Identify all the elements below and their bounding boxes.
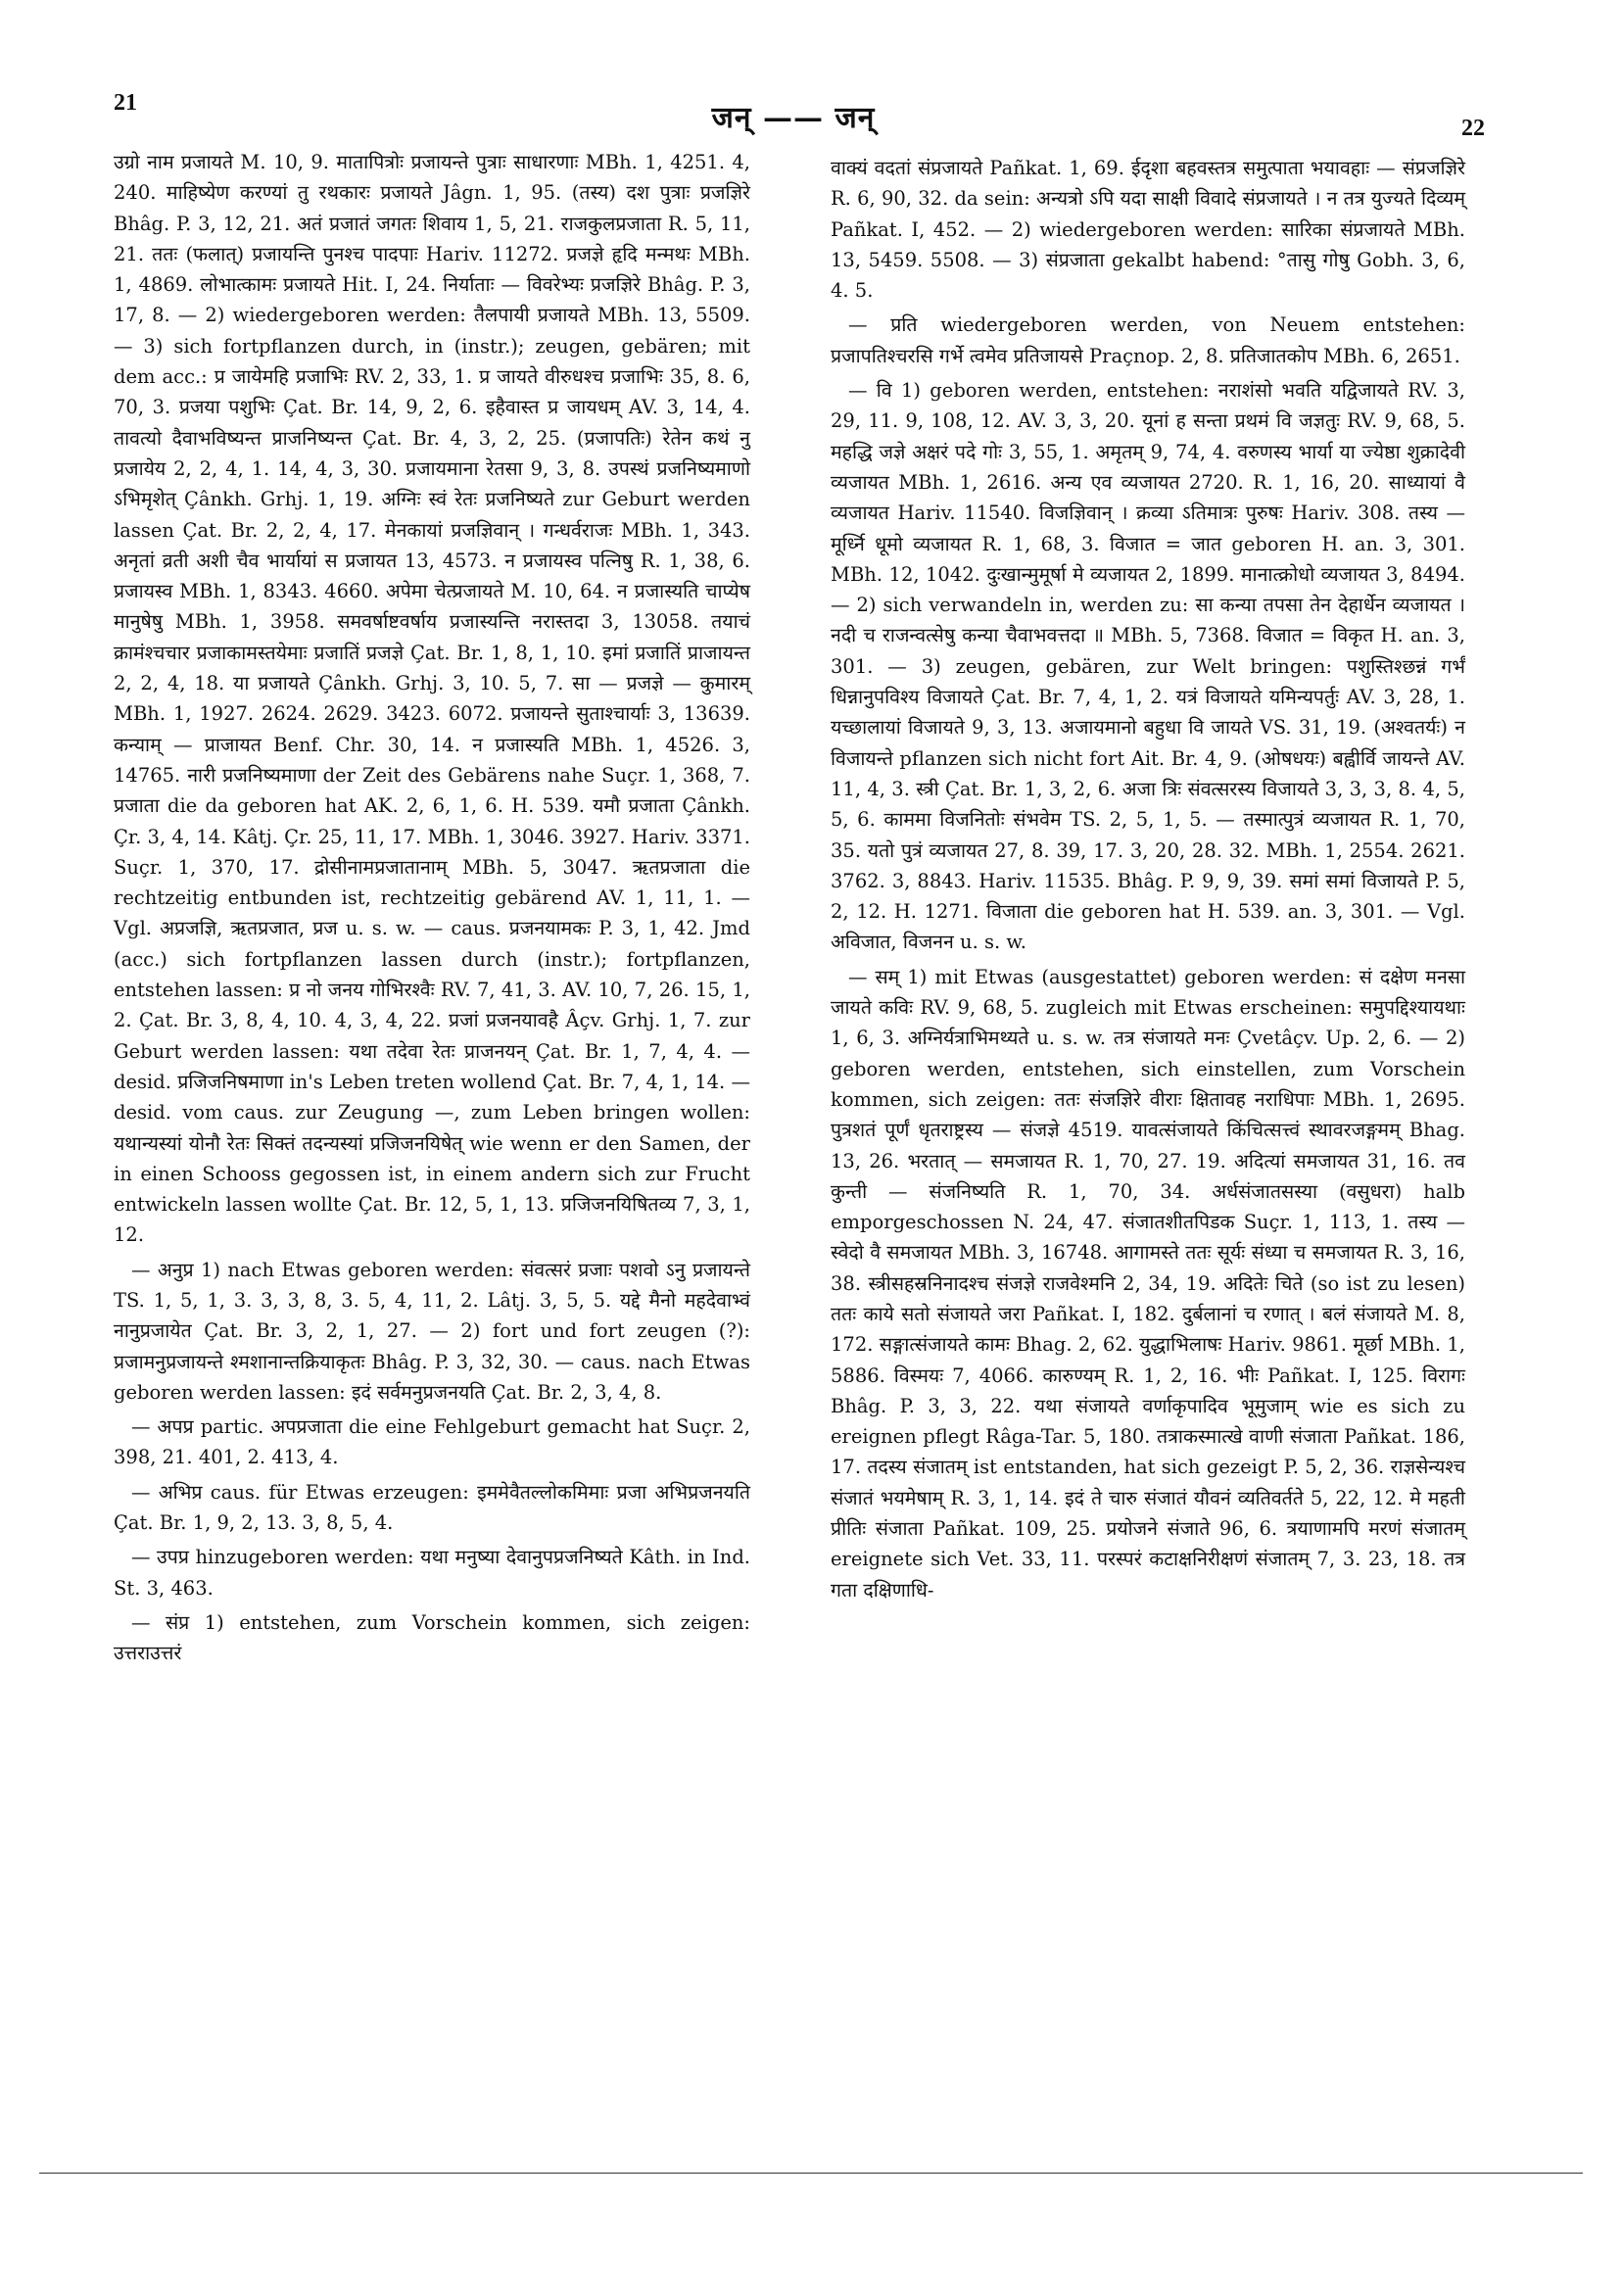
page-number-left: 21 [114, 90, 137, 116]
left-paragraph: — अपप्र partic. अपप्रजाता die eine Fehlgeburt gemacht hat Suçr. 2, 398, 21. 401, 2. 413, 4. [114, 1415, 750, 1469]
page-number-right: 22 [1461, 116, 1485, 141]
left-paragraph: — उपप्र hinzugeboren werden: यथा मनुष्या देवानुपप्रजनिष्यते Kâth. in Ind. St. 3, 463. [114, 1546, 750, 1600]
right-paragraph: वाक्यं वदतां संप्रजायते Pañkat. 1, 69. ईदृशा बहवस्तत्र समुत्पाता भयावहाः — संप्रजज्ञिरे R. 6, 90, 32. da sein: अन्यत्रो ऽपि यदा साक्षी विवादे संप्रजायते । न तत्र युज्यते दिव्यम् Pañkat. I, 452. — 2) wiedergeboren werden: सारिका संप्रजायते MBh. 13, 5459. 5508. — 3) संप्रजाता gekalbt habend: °तासु गोषु Gobh. 3, 6, 4. 5. [831, 157, 1465, 303]
left-paragraph: — संप्र 1) entstehen, zum Vorschein kommen, sich zeigen: उत्तराउत्तरं [114, 1610, 750, 1665]
left-paragraph: — अभिप्र caus. für Etwas erzeugen: इममेवैतल्लोकमिमाः प्रजा अभिप्रजनयति Çat. Br. 1, 9, 2, 13. 3, 8, 5, 4. [114, 1480, 750, 1535]
running-head: जन् —— जन् [711, 101, 876, 135]
right-paragraph: — वि 1) geboren werden, entstehen: नराशंसो भवति यद्विजायते RV. 3, 29, 11. 9, 108, 12. AV. 3, 3, 20. यूनां ह सन्ता प्रथमं वि जज्ञतुः RV. 9, 68, 5. महद्धि जज्ञे अक्षरं पदे गोः 3, 55, 1. अमृतम् 9, 74, 4. वरुणस्य भार्या या ज्येष्ठा शुक्रादेवी व्यजायत MBh. 1, 2616. अन्य एव व्यजायत 2720. R. 1, 16, 20. साध्यायां वै व्यजायत Hariv. 11540. विजज्ञिवान् । क्रव्या ऽतिमात्रः पुरुषः Hariv. 308. तस्य — मूर्ध्नि धूमो व्यजायत R. 1, 68, 3. विजात = जात geboren H. an. 3, 301. MBh. 12, 1042. दुःखान्मुमूर्षा मे व्यजायत 2, 1899. मानात्क्रोधो व्यजायत 3, 8494. — 2) sich verwandeln in, werden zu: सा कन्या तपसा तेन देहार्धेन व्यजायत । नदी च राजन्वत्सेषु कन्या चैवाभवत्तदा ॥ MBh. 5, 7368. विजात = विकृत H. an. 3, 301. — 3) zeugen, gebären, zur Welt bringen: पशुस्तिश्छन्नं गर्भं धिन्नानुपविश्य विजायते Çat. Br. 7, 4, 1, 2. यत्रं विजायते यमिन्यपर्तुः AV. 3, 28, 1. यच्छालायां विजायते 9, 3, 13. अजायमानो बहुधा वि जायते VS. 31, 19. (अश्वतर्यः) न विजायन्ते pflanzen sich nicht fort Ait. Br. 4, 9. (ओषधयः) बह्वीर्वि जायन्ते AV. 11, 4, 3. स्त्री Çat. Br. 1, 3, 2, 6. अजा त्रिः संवत्सरस्य विजायते 3, 3, 3, 8. 4, 5, 5, 6. काममा विजनितोः संभवेम TS. 2, 5, 1, 5. — तस्मात्पुत्रं व्यजायत R. 1, 70, 35. यतो पुत्रं व्यजायत 27, 8. 39, 17. 3, 20, 28. 32. MBh. 1, 2554. 2621. 3762. 3, 8843. Hariv. 11535. Bhâg. P. 9, 9, 39. समां समां विजायते P. 5, 2, 12. H. 1271. विजाता die geboren hat H. 539. an. 3, 301. — Vgl. अविजात, विजनन u. s. w. [831, 379, 1465, 954]
left-column [114, 147, 750, 1673]
right-paragraph: — सम् 1) mit Etwas (ausgestattet) geboren werden: सं दक्षेण मनसा जायते कविः RV. 9, 68, 5. zugleich mit Etwas erscheinen: समुपद्दिश्यायथाः 1, 6, 3. अग्निर्यत्राभिमथ्यते u. s. w. तत्र संजायते मनः Çvetâçv. Up. 2, 6. — 2) geboren werden, entstehen, sich einstellen, zum Vorschein kommen, sich zeigen: ततः संजज्ञिरे वीराः क्षितावह नराधिपाः MBh. 1, 2695. पुत्रशतं पूर्णं धृतराष्ट्रस्य — संजज्ञे 4519. यावत्संजायते किंचित्सत्त्वं स्थावरजङ्गमम् Bhag. 13, 26. भरतात् — समजायत R. 1, 70, 27. 19. अदित्यां समजायत 31, 16. तव कुन्ती — संजनिष्यति R. 1, 70, 34. अर्धसंजातसस्या (वसुधरा) halb emporgeschossen N. 24, 47. संजातशीतपिडक Suçr. 1, 113, 1. तस्य — स्वेदो वै समजायत MBh. 3, 16748. आगामस्ते ततः सूर्यः संध्या च समजायत R. 3, 16, 38. स्त्रीसहस्रनिनादश्च संजज्ञे राजवेश्मनि 2, 34, 19. अदितेः चिते (so ist zu lesen) ततः काये सतो संजायते जरा Pañkat. I, 182. दुर्बलानां च रणात् । बलं संजायते M. 8, 172. सङ्गात्संजायते कामः Bhag. 2, 62. युद्धाभिलाषः Hariv. 9861. मूर्छा MBh. 1, 5886. विस्मयः 7, 4066. कारुण्यम् R. 1, 2, 16. भीः Pañkat. I, 125. विरागः Bhâg. P. 3, 3, 22. यथा संजायते वर्णाकृपादिव भूमुजाम् wie es sich zu ereignen pflegt Râga-Tar. 5, 180. तत्राकस्मात्खे वाणी संजाता Pañkat. 186, 17. तदस्य संजातम् ist entstanden, hat sich gezeigt P. 5, 2, 36. राज्ञसेन्यश्च संजातं भयमेषाम् R. 3, 1, 14. इदं ते चारु संजातं यौवनं व्यतिवर्तते 5, 22, 12. मे महती प्रीतिः संजाता Pañkat. 109, 25. प्रयोजने संजाते 96, 6. त्रयाणामपि मरणं संजातम् ereignete sich Vet. 33, 11. परस्परं कटाक्षनिरीक्षणं संजातम् 7, 3. 23, 18. तत्र गता दक्षिणाधि- [831, 965, 1465, 1602]
left-paragraph: — अनुप्र 1) nach Etwas geboren werden: संवत्सरं प्रजाः पशवो ऽनु प्रजायन्ते TS. 1, 5, 1, 3. 3, 3, 8, 3. 5, 4, 11, 2. Lâtj. 3, 5, 5. यद्दे मैनो महदेवाभ्वं नानुप्रजायेत Çat. Br. 3, 2, 1, 27. — 2) fort und fort zeugen (?): प्रजामनुप्रजायन्ते श्मशानान्तक्रियाकृतः Bhâg. P. 3, 32, 30. — caus. nach Etwas geboren werden lassen: इदं सर्वमनुप्रजनयति Çat. Br. 2, 3, 4, 8. [114, 1258, 750, 1404]
right-column [831, 153, 1465, 1609]
footer-rule [39, 2173, 1583, 2174]
right-paragraph: — प्रति wiedergeboren werden, von Neuem entstehen: प्रजापतिश्चरसि गर्भे त्वमेव प्रतिजायसे Praçnop. 2, 8. प्रतिजातकोप MBh. 6, 2651. [831, 313, 1465, 367]
left-paragraph: उग्रो नाम प्रजायते M. 10, 9. मातापित्रोः प्रजायन्ते पुत्राः साधारणाः MBh. 1, 4251. 4, 240. माहिष्येण करण्यां तु रथकारः प्रजायते Jâgn. 1, 95. (तस्य) दश पुत्राः प्रजज्ञिरे Bhâg. P. 3, 12, 21. अतं प्रजातं जगतः शिवाय 1, 5, 21. राजकुलप्रजाता R. 5, 11, 21. ततः (फलात्) प्रजायन्ति पुनश्च पादपाः Hariv. 11272. प्रजज्ञे हृदि मन्मथः MBh. 1, 4869. लोभात्कामः प्रजायते Hit. I, 24. निर्याताः — विवरेभ्यः प्रजज्ञिरे Bhâg. P. 3, 17, 8. — 2) wiedergeboren werden: तैलपायी प्रजायते MBh. 13, 5509. — 3) sich fortpflanzen durch, in (instr.); zeugen, gebären; mit dem acc.: प्र जायेमहि प्रजाभिः RV. 2, 33, 1. प्र जायते वीरुधश्च प्रजाभिः 35, 8. 6, 70, 3. प्रजया पशुभिः Çat. Br. 14, 9, 2, 6. इहैवास्त प्र जायधम् AV. 3, 14, 4. तावत्यो दैवाभविष्यन्त प्राजनिष्यन्त Çat. Br. 4, 3, 2, 25. (प्रजापतिः) रेतेन कथं नु प्रजायेय 2, 2, 4, 1. 14, 4, 3, 30. प्रजायमाना रेतसा 9, 3, 8. उपस्थं प्रजनिष्यमाणो ऽभिमृशेत् Çânkh. Grhj. 1, 19. अग्निः स्वं रेतः प्रजनिष्यते zur Geburt werden lassen Çat. Br. 2, 2, 4, 17. मेनकायां प्रजज्ञिवान् । गन्धर्वराजः MBh. 1, 343. अनृतां व्रती अशी चैव भार्यायां स प्रजायत 13, 4573. न प्रजायस्व पत्निषु R. 1, 38, 6. प्रजायस्व MBh. 1, 8343. 4660. अपेमा चेत्प्रजायते M. 10, 64. न प्रजास्यति चाप्येष मानुषेषु MBh. 1, 3958. समवर्षाष्टवर्षाय प्रजास्यन्ति नरास्तदा 3, 13058. तयाचं क्रामंश्चचार प्रजाकामस्तयेमाः प्रजातिं प्रजज्ञे Çat. Br. 1, 8, 1, 10. इमां प्रजातिं प्राजायन्त 2, 2, 4, 18. या प्रजायते Çânkh. Grhj. 3, 10. 5, 7. सा — प्रजज्ञे — कुमारम् MBh. 1, 1927. 2624. 2629. 3423. 6072. प्रजायन्ते सुताश्चार्याः 3, 13639. कन्याम् — प्राजायत Benf. Chr. 30, 14. न प्रजास्यति MBh. 1, 4526. 3, 14765. नारी प्रजनिष्यमाणा der Zeit des Gebärens nahe Suçr. 1, 368, 7. प्रजाता die da geboren hat AK. 2, 6, 1, 6. H. 539. यमौ प्रजाता Çânkh. Çr. 3, 4, 14. Kâtj. Çr. 25, 11, 17. MBh. 1, 3046. 3927. Hariv. 3371. Suçr. 1, 370, 17. द्रोसीनामप्रजातानाम् MBh. 5, 3047. ऋतप्रजाता die rechtzeitig entbunden ist, rechtzeitig gebärend AV. 1, 11, 1. — Vgl. अप्रजज्ञि, ऋतप्रजात, प्रज u. s. w. — caus. प्रजनयामकः P. 3, 1, 42. Jmd (acc.) sich fortpflanzen lassen durch (instr.); fortpflanzen, entstehen lassen: प्र नो जनय गोभिरश्वैः RV. 7, 41, 3. AV. 10, 7, 26. 15, 1, 2. Çat. Br. 3, 8, 4, 10. 4, 3, 4, 22. प्रजां प्रजनयावहै Âçv. Grhj. 1, 7. zur Geburt werden lassen: यथा तदेवा रेतः प्राजनयन् Çat. Br. 1, 7, 4, 4. — desid. प्रजिजनिषमाणा in's Leben treten wollend Çat. Br. 7, 4, 1, 14. — desid. vom caus. zur Zeugung —, zum Leben bringen wollen: यथान्यस्यां योनौ रेतः सिक्तं तदन्यस्यां प्रजिजनयिषेत् wie wenn er den Samen, der in einen Schooss gegossen ist, in einem andern sich zur Frucht entwickeln lassen wollte Çat. Br. 12, 5, 1, 13. प्रजिजनयिषितव्य 7, 3, 1, 12. [114, 151, 750, 1247]
